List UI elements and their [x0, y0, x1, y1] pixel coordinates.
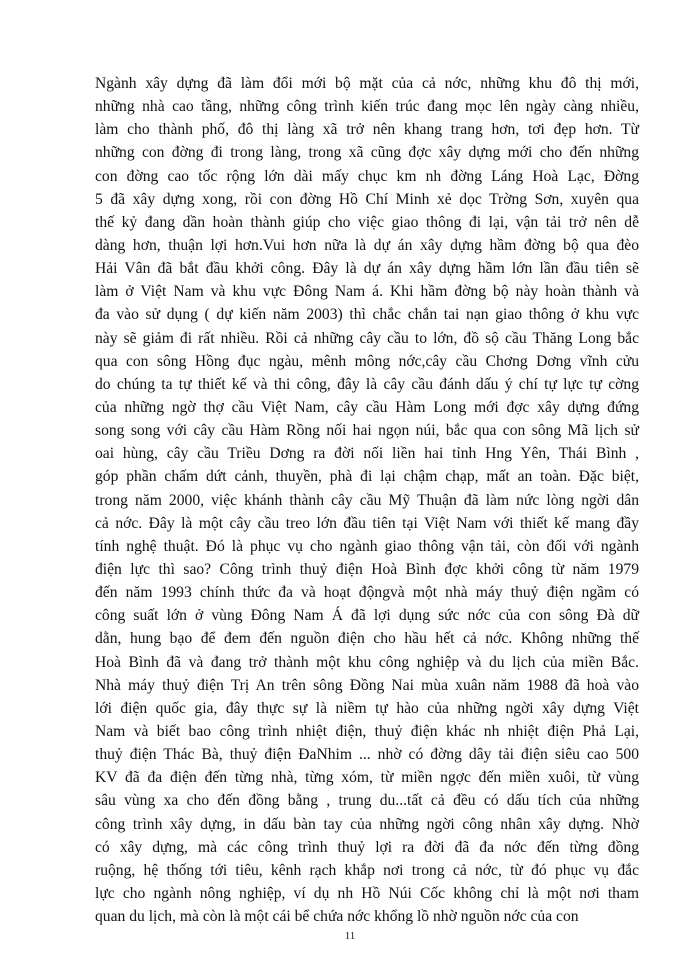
text-line: Ngành xây dựng đã làm đổi mới bộ mặt của cả nớc, những khu đô thị mới,: [95, 75, 639, 92]
text-line: thuỷ điện Thác Bà, thuỷ điện ĐaNhim ... nhờ có đờng dây tải điện siêu cao 500: [95, 746, 639, 764]
text-line: điện lực thì sao? Công trình thuỷ điện Hoà Bình đợc khởi công từ năm 1979: [95, 560, 639, 578]
text-line: làm cho thành phố, đô thị làng xã trở nên khang trang hơn, tơi đẹp hơn. Từ: [95, 121, 639, 139]
text-line: oai hùng, cây cầu Triều Dơng ra đời nối liền hai tỉnh Hng Yên, Thái Bình ,: [95, 445, 639, 463]
text-line: làm ở Việt Nam và khu vực Đông Nam á. Khi hầm đờng bộ này hoàn thành và: [95, 283, 639, 301]
text-line: qua con sông Hồng đục ngàu, mênh mông nớc,cây cầu Chơng Dơng vĩnh cửu: [95, 352, 639, 370]
text-line: quan du lịch, mà còn là một cái bể chứa nớc khổng lồ nhờ nguồn nớc của con: [95, 908, 579, 926]
text-line: dằn, hung bạo để đem đến nguồn điện cho hầu hết cả nớc. Không những thế: [95, 630, 639, 648]
text-line: có xây dựng, mà các công trình thuỷ lợi ra đời đã đa nớc đến từng đồng: [95, 838, 639, 856]
text-line: con đờng cao tốc rộng lớn dài mấy chục km nh đờng Láng Hoà Lạc, Đờng: [95, 167, 639, 185]
text-line: của những ngờ thợ cầu Việt Nam, cây cầu Hàm Long mới đợc xây dựng đứng: [95, 398, 639, 416]
text-line: Nam và biết bao công trình nhiệt điện, thuỷ điện khác nh nhiệt điện Phả Lại,: [95, 722, 639, 740]
text-line: thế kỷ đang dần hoàn thành giúp cho việc giao thông đi lại, vận tải trở nên dễ: [95, 213, 639, 231]
body-paragraph: [95, 72, 639, 926]
text-line: do chúng ta tự thiết kế và thi công, đây là cây cầu đánh dấu ý chí tự lực tự cờng: [95, 375, 639, 393]
text-line: lực cho ngành nông nghiệp, ví dụ nh Hồ Núi Cốc không chỉ là một nơi tham: [95, 884, 639, 902]
text-line: trong năm 2000, việc khánh thành cây cầu Mỹ Thuận đã làm nức lòng ngời dân: [95, 491, 639, 509]
text-line: Hải Vân đã bắt đầu khởi công. Đây là dự án xây dựng hầm lớn lần đầu tiên sẽ: [95, 260, 639, 278]
text-line: những nhà cao tầng, những công trình kiến trúc đang mọc lên ngày càng nhiều,: [95, 98, 639, 116]
text-line: này sẽ giảm đi rất nhiều. Rồi cả những cây cầu to lớn, đồ sộ cầu Thăng Long bắc: [95, 329, 639, 347]
text-line: tính nghệ thuật. Đó là phục vụ cho ngành giao thông vận tải, còn đối với ngành: [95, 537, 639, 555]
text-line: KV đã đa điện đến từng nhà, từng xóm, từ miền ngợc đến miền xuôi, từ vùng: [95, 769, 639, 787]
text-line: ruộng, hệ thống tới tiêu, kênh rạch khắp nơi trong cả nớc, từ đó phục vụ đắc: [95, 861, 639, 879]
text-line: song song với cây cầu Hàm Rồng nối hai ngọn núi, bắc qua con sông Mã lịch sử: [95, 422, 639, 440]
text-line: công trình xây dựng, in dấu bàn tay của những ngời công nhân xây dựng. Nhờ: [95, 815, 639, 833]
text-line: đa vào sử dụng ( dự kiến năm 2003) thì chắc chắn tai nạn giao thông ở khu vực: [95, 306, 639, 324]
page-number: 11: [344, 930, 356, 942]
text-line: đến năm 1993 chính thức đa và hoạt độngvà một nhà máy thuỷ điện ngầm có: [95, 584, 639, 602]
text-line: Hoà Bình đã và đang trở thành một khu công nghiệp và du lịch của miền Bắc.: [95, 653, 639, 671]
text-line: sâu vùng xa cho đến đồng bằng , trung du...tất cả đều có dấu tích của những: [95, 792, 639, 810]
text-line: Nhà máy thuỷ điện Trị An trên sông Đồng Nai mùa xuân năm 1988 đã hoà vào: [95, 676, 639, 694]
text-line: những con đờng đi trong làng, trong xã cũng đợc xây dựng mới cho đến những: [95, 144, 639, 162]
text-line: cả nớc. Đây là một cây cầu treo lớn đầu tiên tại Việt Nam với thiết kế mang đầy: [95, 514, 639, 532]
text-line: công suất lớn ở vùng Đông Nam Á đã lợi dụng sức nớc của con sông Đà dữ: [95, 607, 639, 625]
text-line: dàng hơn, thuận lợi hơn.Vui hơn nữa là dự án xây dựng hầm đờng bộ qua đèo: [95, 236, 639, 254]
text-line: 5 đã xây dựng xong, rồi con đờng Hồ Chí Minh xẻ dọc Trờng Sơn, xuyên qua: [95, 190, 639, 208]
text-line: lới điện quốc gia, đây thực sự là niềm tự hào của những ngời xây dựng Việt: [95, 699, 639, 717]
text-line: góp phần chấm dứt cảnh, thuyền, phà đi lại chậm chạp, mất an toàn. Đặc biệt,: [95, 468, 639, 486]
